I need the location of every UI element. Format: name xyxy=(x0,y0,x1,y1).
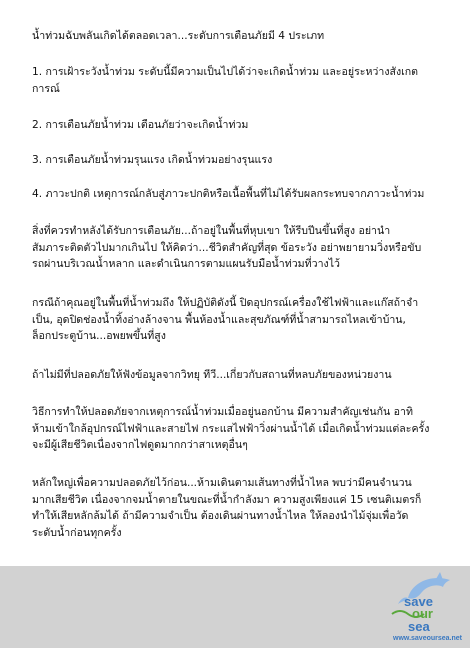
website-url: www.saveoursea.net xyxy=(393,635,462,642)
paragraph-after-warning: สิ่งที่ควรทำหลังได้รับการเตือนภัย...ถ้าอยู่ในพื้นที่หุบเขา ให้รีบปีนขึ้นที่สูง อย่านำ สัมภาระติดตัวไปมากเกินไป ให้คิดว่า...ชีวิตสำคัญที่สุด ข้อระวัง อย่าพยายามวิ่งหรือขับ รถผ่านบริเวณน้ำหลาก และดำเนินการตามแผนรับมือน้ำท่วมที่วางไว้ xyxy=(32,225,422,270)
paragraph-level-2: 2. การเตือนภัยน้ำท่วม เตือนภัยว่าจะเกิดน้ำท่วม xyxy=(32,119,249,131)
paragraph-level-1: 1. การเฝ้าระวังน้ำท่วม ระดับนี้มีความเป็นไปได้ว่าจะเกิดน้ำท่วม และอยู่ระหว่างสังเกต การณ์ xyxy=(32,66,419,95)
saveoursea-logo xyxy=(388,570,464,644)
paragraph-level-4: 4. ภาวะปกติ เหตุการณ์กลับสู่ภาวะปกติหรือเนื้อพื้นที่ไม่ได้รับผลกระทบจากภาวะน้ำท่วม xyxy=(32,188,425,200)
paragraph-flood-zone: กรณีถ้าคุณอยู่ในพื้นที่น้ำท่วมถึง ให้ปฏิบัติดังนี้ ปิดอุปกรณ์เครื่องใช้ไฟฟ้าและแก๊สถ้าจำ เป็น, อุดปิดช่องน้ำทิ้งอ่างล้างจาน พื้นห้องน้ำและสุขภัณฑ์ที่น้ำสามารถไหลเข้าบ้าน, ล็อกประตูบ้าน...อพยพขึ้นที่สูง xyxy=(32,297,419,342)
svg-text:save: save xyxy=(404,594,433,609)
svg-text:sea: sea xyxy=(408,619,430,634)
svg-text:our: our xyxy=(412,606,433,621)
paragraph-intro: น้ำท่วมฉับพลันเกิดได้ตลอดเวลา...ระดับการเตือนภัยมี 4 ประเภท xyxy=(32,30,325,42)
paragraph-safety-principle: หลักใหญ่เพื่อความปลอดภัยไว้ก่อน...ห้ามเดินตามเส้นทางที่น้ำไหล พบว่ามีคนจำนวน มากเสียชีวิต เนื่องจากจมน้ำตายในขณะที่น้ำกำลังมา ความสูงเพียงแค่ 15 เซนติเมตรก็ ทำให้เสียหลักล้มได้ ถ้ามีความจำเป็น ต้องเดินผ่านทางน้ำไหล ให้ลองนำไม้จุ่มเพื่อวัด ระดับน้ำก่อนทุกครั้ง xyxy=(32,477,422,539)
paragraph-outside-home: วิธีการทำให้ปลอดภัยจากเหตุการณ์น้ำท่วมเมื่ออยู่นอกบ้าน มีความสำคัญเช่นกัน อาทิ ห้ามเข้าใกล้อุปกรณ์ไฟฟ้าและสายไฟ กระแสไฟฟ้าวิ่งผ่านน้ำได้ เมื่อเกิดน้ำท่วมแต่ละครั้ง จะมีผู้เสียชีวิตเนื่องจากไฟดูดมากกว่าสาเหตุอื่นๆ xyxy=(32,406,430,451)
footer-band xyxy=(0,566,470,648)
paragraph-level-3: 3. การเตือนภัยน้ำท่วมรุนแรง เกิดน้ำท่วมอย่างรุนแรง xyxy=(32,154,273,166)
paragraph-no-safe-place: ถ้าไม่มีที่ปลอดภัยให้ฟังข้อมูลจากวิทยุ ทีวี...เกี่ยวกับสถานที่หลบภัยของหน่วยงาน xyxy=(32,369,392,381)
dolphin-icon xyxy=(388,570,464,636)
